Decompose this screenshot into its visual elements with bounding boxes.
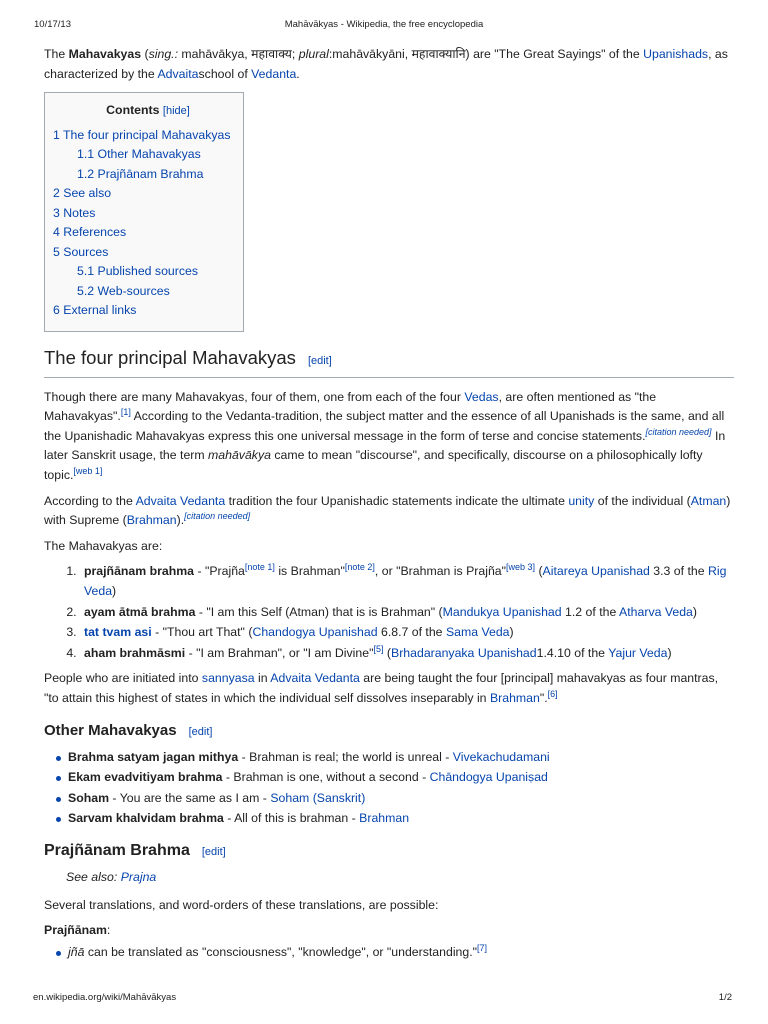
term: Brahma satyam jagan mithya [68,749,239,764]
text: - You are the same as I am - [109,790,271,805]
link-tat-tvam-asi[interactable]: tat tvam asi [84,625,152,640]
print-url: en.wikipedia.org/wiki/Mahāvākyas [33,992,177,1003]
link-upanishads[interactable]: Upanishads [643,47,709,61]
link-chandogya-upanisad[interactable]: Chāndogya Upaniṣad [429,770,548,785]
print-footer [0,992,768,1006]
term: Sarvam khalvidam brahma [68,811,224,826]
text: sing.: [148,47,178,61]
text: Prajñānam [44,923,107,938]
term: ayam ātmā brahma [84,604,196,619]
print-title: Mahāvākyas - Wikipedia, the free encyclopedia [284,19,484,30]
print-header [0,19,768,33]
citation-needed-link[interactable]: [citation needed] [645,426,712,437]
list-item [58,809,734,829]
text: ) [667,645,672,660]
toc-link-6[interactable]: 6 External links [53,303,137,318]
ref-link[interactable]: [web 3] [506,562,536,573]
heading-text: The four principal Mahavakyas [44,346,296,368]
text: According to the Vedanta-tradition, the subject matter and the essence of all Upanishads is the same, and all the Upanishadic Mahavakyas express this one universal message in the form of terse and concise statements. [44,409,725,443]
text: came to mean "discourse", and specifically, discourse on a philosophically lofty topic. [44,448,703,483]
intro-paragraph [44,45,734,84]
link-advaita[interactable]: Advaita [157,66,199,81]
text: plural [298,47,329,61]
definition-list [44,943,734,963]
mahavakya-list [44,562,734,663]
link-brahman[interactable]: Brahman [489,691,540,705]
term: Soham [68,790,109,805]
link-unity[interactable]: unity [568,493,595,508]
text: ). [176,513,185,528]
text: ) [112,584,117,599]
text: in [254,671,271,686]
text: . [296,66,300,81]
text: - All of this is brahman - [223,811,360,826]
paragraph [44,669,734,708]
link-vedas[interactable]: Vedas [464,389,499,404]
link-yajur-veda[interactable]: Yajur Veda [608,645,668,660]
link-sama-veda[interactable]: Sama Veda [445,625,510,640]
link-brhadaranyaka[interactable]: Brhadaranyaka Upanishad [391,645,537,660]
toc-link-4[interactable]: 4 References [53,225,127,240]
text: mahāvākya [208,448,271,463]
list-item [58,943,734,963]
edit-link[interactable]: [edit] [307,354,332,367]
text: - "Prajña [194,564,245,579]
link-atman[interactable]: Atman [690,493,727,508]
link-sannyasa[interactable]: sannyasa [201,671,255,686]
toc-link-5-1[interactable]: 5.1 Published sources [77,264,198,279]
toc-item [53,204,243,224]
term: prajñānam brahma [84,564,195,579]
toc-link-1-1[interactable]: 1.1 Other Mahavakyas [77,147,201,162]
text: - "Thou art That" ( [151,625,253,640]
text: ) with Supreme ( [44,493,731,528]
list-item [58,748,734,768]
term: jñā [68,944,85,959]
link-brahman[interactable]: Brahman [359,811,410,826]
text: People who are initiated into [44,671,202,686]
toc-item [53,165,243,185]
text: ( [535,564,543,579]
toc-item [53,126,243,146]
link-advaita-vedanta[interactable]: Advaita Vedanta [135,493,226,508]
paragraph: The Mahavakyas are: [44,538,163,553]
text: - Brahman is one, without a second - [222,770,430,785]
text: :mahāvākyāni, महावाक्यानि) are "The Great Sayings" of the [328,47,644,61]
toc-item [53,223,243,243]
text: is Brahman" [274,564,345,579]
link-mandukya[interactable]: Mandukya Upanishad [442,604,562,619]
text: According to the [44,493,136,508]
citation-needed-link[interactable]: [citation needed] [184,511,251,522]
paragraph: Several translations, and word-orders of these translations, are possible: [44,897,439,912]
toc-link-5[interactable]: 5 Sources [53,244,109,259]
section-heading-four-principal [44,346,734,378]
term-mahavakyas: Mahavakyas [68,47,142,61]
paragraph [44,492,734,531]
ref-link[interactable]: [6] [547,688,558,699]
toc-link-5-2[interactable]: 5.2 Web-sources [77,283,170,298]
text: - "I am this Self (Atman) that is is Brahman" ( [195,604,443,619]
text: of the individual ( [594,493,691,508]
link-brahman[interactable]: Brahman [126,513,177,528]
toc-hide-link[interactable]: [hide] [162,105,190,118]
toc-item [53,145,243,165]
section-heading-prajnanam [44,841,734,862]
edit-link[interactable]: [edit] [188,725,213,738]
list-item [80,603,734,623]
term: aham brahmāsmi [84,645,186,660]
text: ". [539,691,548,705]
toc-item [53,282,243,302]
text: In later Sanskrit usage, the term [44,428,726,463]
note-link[interactable]: [note 2] [344,562,375,573]
text: 3.3 of the [649,564,708,579]
list-item [58,789,734,809]
section-heading-other [44,721,734,742]
text: , as characterized by the [44,47,728,81]
link-vedanta[interactable]: Vedanta [251,66,297,81]
link-aitareya[interactable]: Aitareya Upanishad [542,564,650,579]
text: are being taught the four [principal] mahavakyas as four mantras, "to attain this highest of states in which the individual self dissolves inseparably in [44,671,719,705]
list-item [58,768,734,788]
heading-text: Prajñānam Brahma [44,841,190,859]
toc-title [53,101,243,122]
toc-item [53,301,243,321]
ref-link[interactable]: [web 1] [73,465,103,476]
other-mahavakyas-list [44,748,734,829]
link-vivekachudamani[interactable]: Vivekachudamani [452,749,550,764]
text: 1.2 of the [561,604,620,619]
term: Ekam evadvitiyam brahma [68,770,223,785]
toc-item [53,243,243,263]
text: , or "Brahman is Prajña" [374,564,506,579]
ref-link[interactable]: [1] [120,407,131,418]
note-link[interactable]: [note 1] [244,562,275,573]
link-advaita-vedanta[interactable]: Advaita Vedanta [270,671,360,686]
toc-list [53,126,243,321]
table-of-contents [44,92,244,332]
text: , are often mentioned as "the Mahavakyas". [44,389,657,424]
text: : [106,923,111,938]
link-prajna[interactable]: Prajna [120,869,157,884]
print-date: 10/17/13 [34,19,71,30]
text: ( [383,645,391,660]
paragraph [44,388,734,486]
text: ) [692,604,697,619]
link-rig-veda[interactable]: Rig Veda [84,564,727,599]
toc-link-1-2[interactable]: 1.2 Prajñānam Brahma [77,166,204,181]
toc-item [53,262,243,282]
text: See also: [66,869,121,884]
text: - Brahman is real; the world is unreal - [238,749,453,764]
toc-item [53,184,243,204]
edit-link[interactable]: [edit] [201,845,226,858]
text: ( [141,47,149,61]
link-soham[interactable]: Soham (Sanskrit) [270,790,366,805]
list-item [80,562,734,601]
ref-link[interactable]: [5] [373,643,384,654]
link-atharva-veda[interactable]: Atharva Veda [619,604,693,619]
text: - "I am Brahman", or "I am Divine" [185,645,374,660]
text: school of [198,66,252,81]
definition-term [44,921,734,941]
see-also-note [44,868,734,888]
link-chandogya[interactable]: Chandogya Upanishad [252,625,378,640]
text: tradition the four Upanishadic statements indicate the ultimate [225,493,569,508]
toc-link-3[interactable]: 3 Notes [53,205,96,220]
toc-link-1[interactable]: 1 The four principal Mahavakyas [53,127,231,142]
text: The [44,47,69,61]
toc-link-2[interactable]: 2 See also [53,186,112,201]
text: mahāvākya, महावाक्य; [178,47,299,61]
page-number: 1/2 [718,992,732,1003]
text: can be translated as "consciousness", "knowledge", or "understanding." [84,944,478,959]
list-item [80,623,734,643]
ref-link[interactable]: [7] [477,942,488,953]
heading-text: Other Mahavakyas [44,721,177,739]
text: 6.8.7 of the [377,625,446,640]
text: ) [509,625,514,640]
article-content [44,45,734,968]
list-item [80,644,734,664]
text: Though there are many Mahavakyas, four of them, one from each of the four [44,389,465,404]
toc-heading: Contents [106,103,160,118]
text: 1.4.10 of the [536,645,609,660]
